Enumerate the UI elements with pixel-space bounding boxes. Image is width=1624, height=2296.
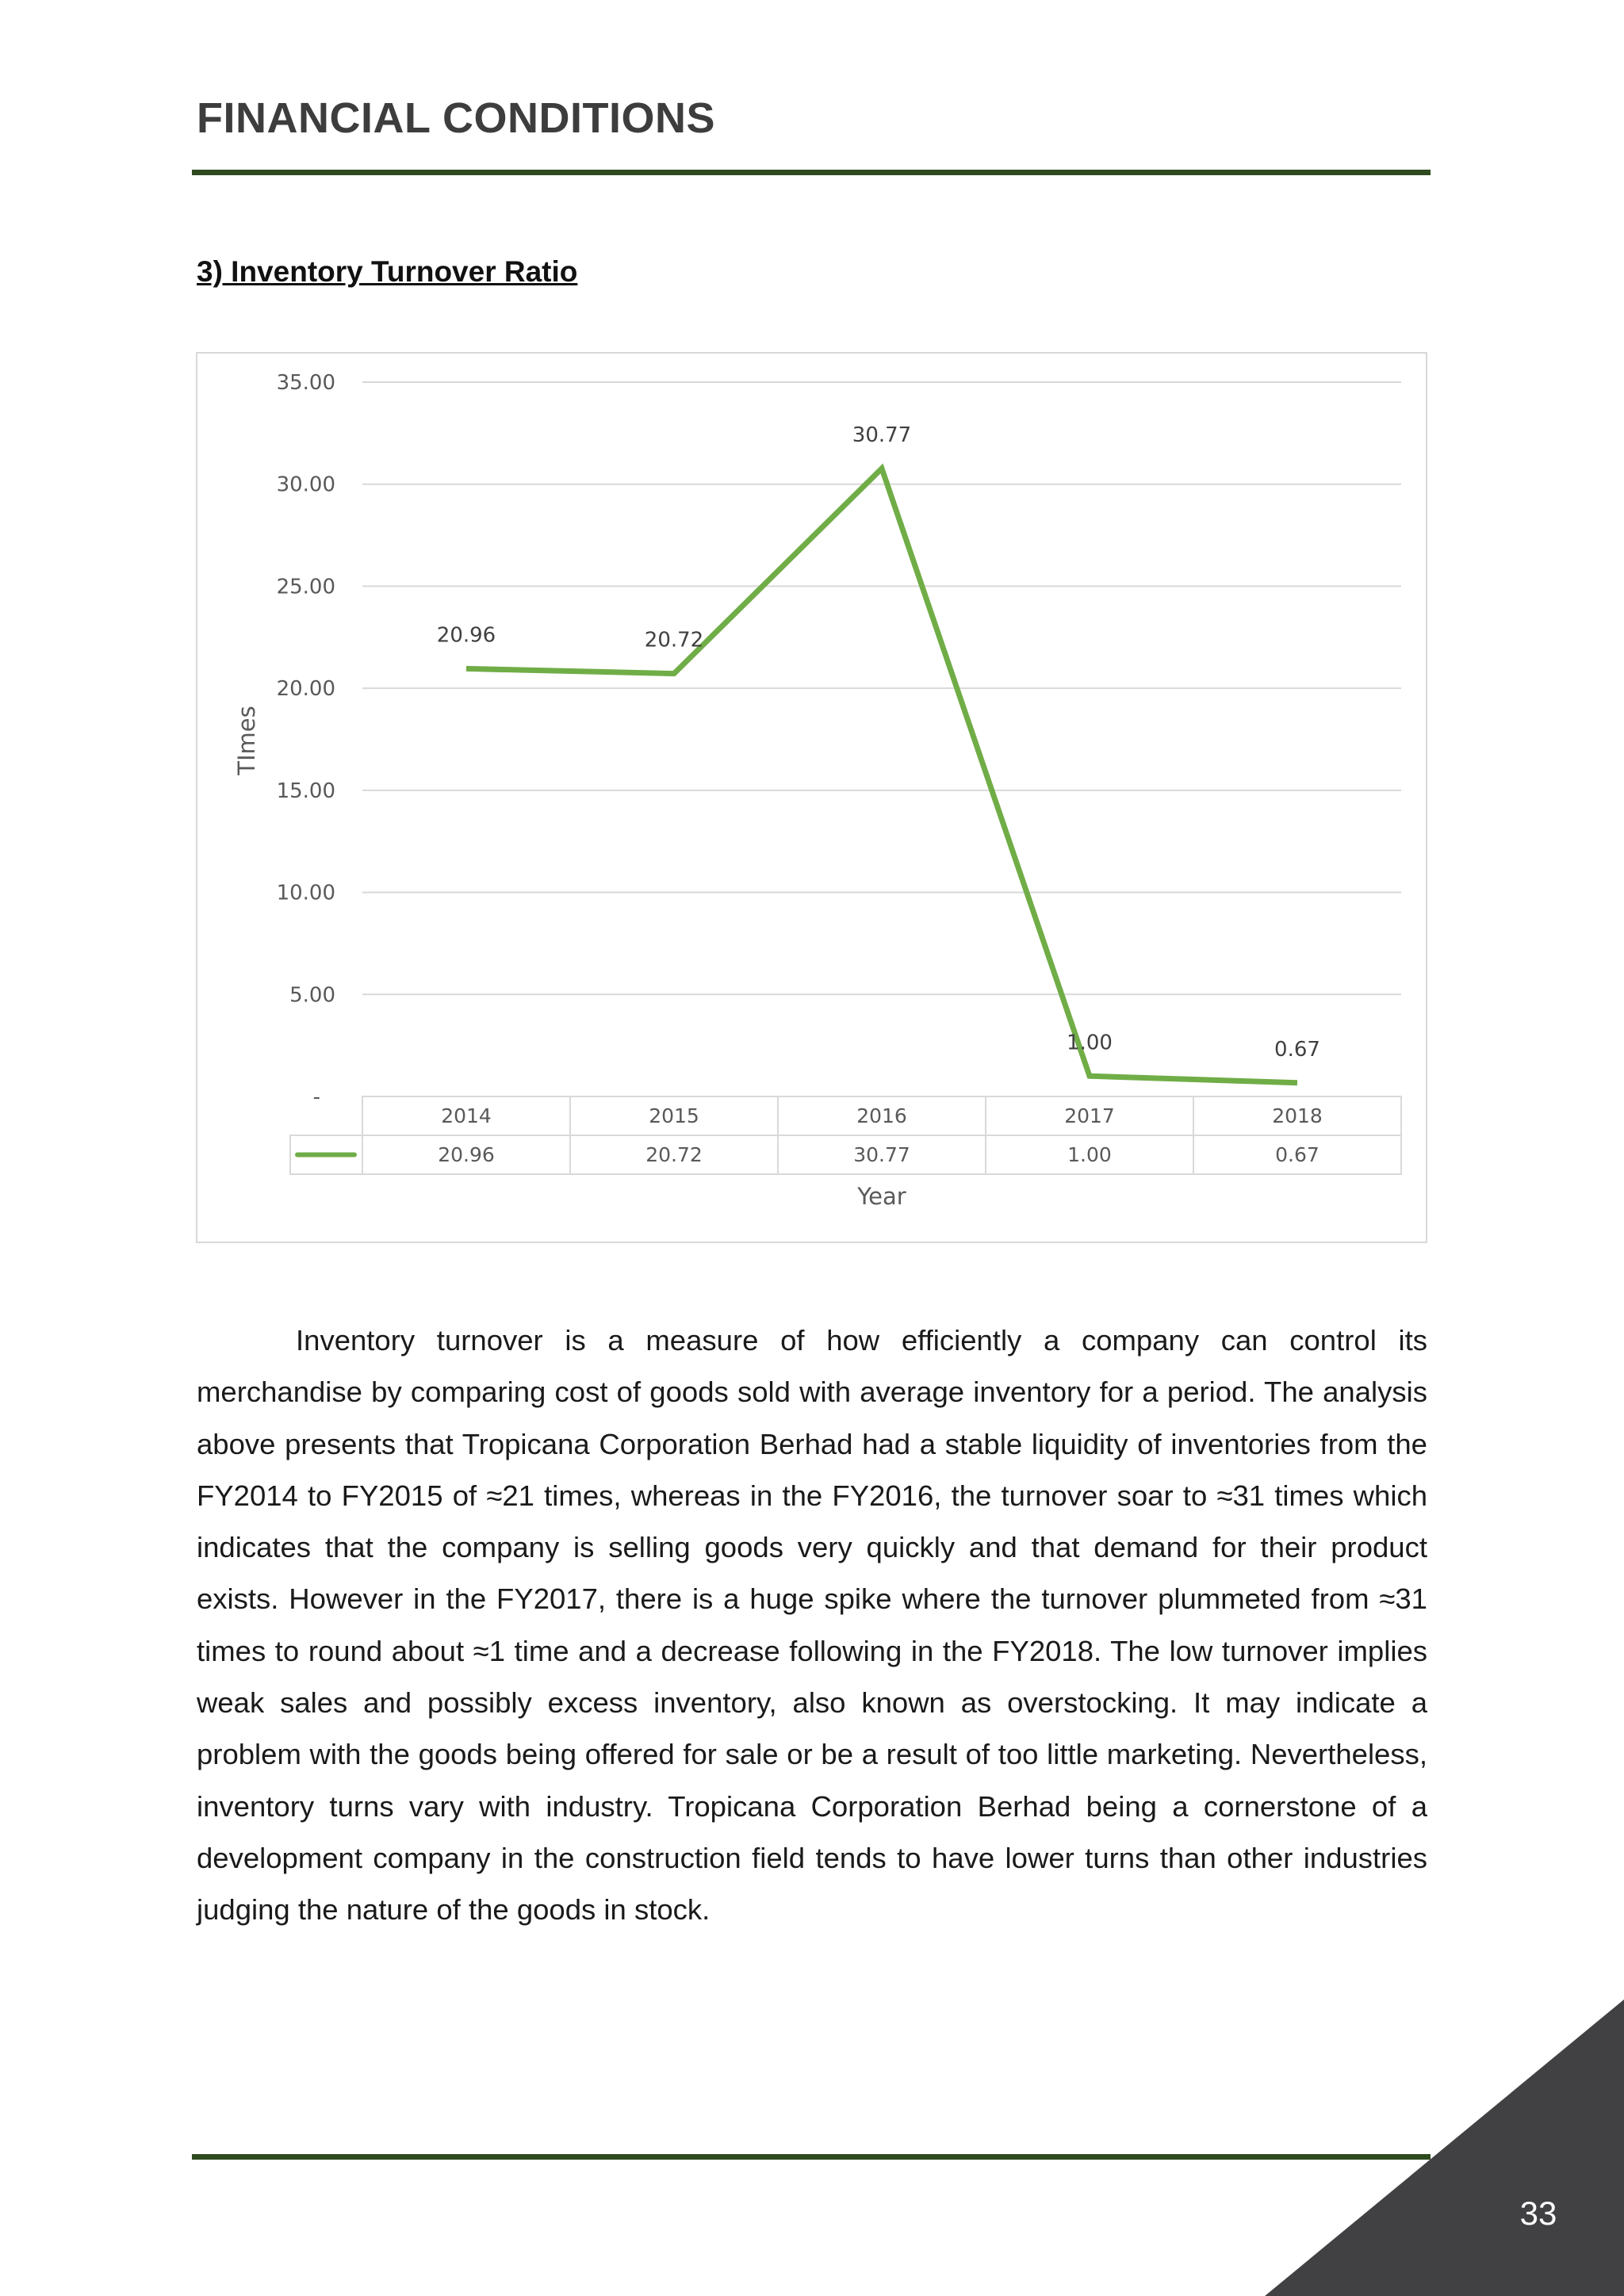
corner-triangle: [1265, 1999, 1624, 2296]
data-table-value: 1.00: [1067, 1143, 1112, 1166]
y-tick-label: 25.00: [276, 575, 335, 599]
y-tick-label: 35.00: [276, 371, 335, 395]
data-table-value: 30.77: [853, 1143, 910, 1166]
x-category-label: 2016: [856, 1104, 907, 1127]
data-table-value: 20.72: [645, 1143, 703, 1166]
series-line: [466, 469, 1297, 1083]
y-tick-label: 10.00: [276, 881, 335, 905]
x-axis-title: Year: [857, 1183, 906, 1210]
data-label: 1.00: [1067, 1031, 1113, 1055]
header-divider: [192, 170, 1431, 175]
data-label: 30.77: [852, 423, 912, 447]
y-tick-label: -: [312, 1085, 320, 1109]
footer-divider: [192, 2154, 1431, 2160]
x-category-label: 2015: [649, 1104, 699, 1127]
body-paragraph: Inventory turnover is a measure of how efficiently a company can control its merchandise by comparing cost of goods sold with average inventory for a period. The analysis above presents that Tropicana Corporation Berhad had a stable liquidity of inventories from the FY2014 to FY2015 of ≈21 times, whereas in the FY2016, the turnover soar to ≈31 times which indicates that the company is selling goods very quickly and that demand for their product exists. However in the FY2017, there is a huge spike where the turnover plummeted from ≈31 times to round about ≈1 time and a decrease following in the FY2018. The low turnover implies weak sales and possibly excess inventory, also known as overstocking. It may indicate a problem with the goods being offered for sale or be a result of too little marketing. Nevertheless, inventory turns vary with industry. Tropicana Corporation Berhad being a cornerstone of a development company in the construction field tends to have lower turns than other industries judging the nature of the goods in stock.: [197, 1324, 1427, 1927]
data-table-value: 0.67: [1275, 1143, 1320, 1166]
y-tick-label: 20.00: [276, 677, 335, 702]
page-title: FINANCIAL CONDITIONS: [197, 94, 715, 142]
y-tick-label: 15.00: [276, 779, 335, 803]
page-number: 33: [1519, 2195, 1557, 2232]
x-category-label: 2017: [1064, 1104, 1115, 1127]
data-label: 20.96: [436, 623, 496, 648]
y-axis-title: TImes: [233, 706, 260, 775]
y-tick-label: 30.00: [276, 473, 335, 497]
y-tick-label: 5.00: [289, 983, 335, 1008]
section-title: 3) Inventory Turnover Ratio: [197, 255, 578, 288]
line-chart: [196, 352, 1427, 1243]
data-label: 0.67: [1274, 1037, 1320, 1062]
x-category-label: 2018: [1272, 1104, 1323, 1127]
data-table-value: 20.96: [438, 1143, 495, 1166]
x-category-label: 2014: [441, 1104, 492, 1127]
chart-svg: [197, 354, 1429, 1245]
data-label: 20.72: [644, 628, 704, 652]
